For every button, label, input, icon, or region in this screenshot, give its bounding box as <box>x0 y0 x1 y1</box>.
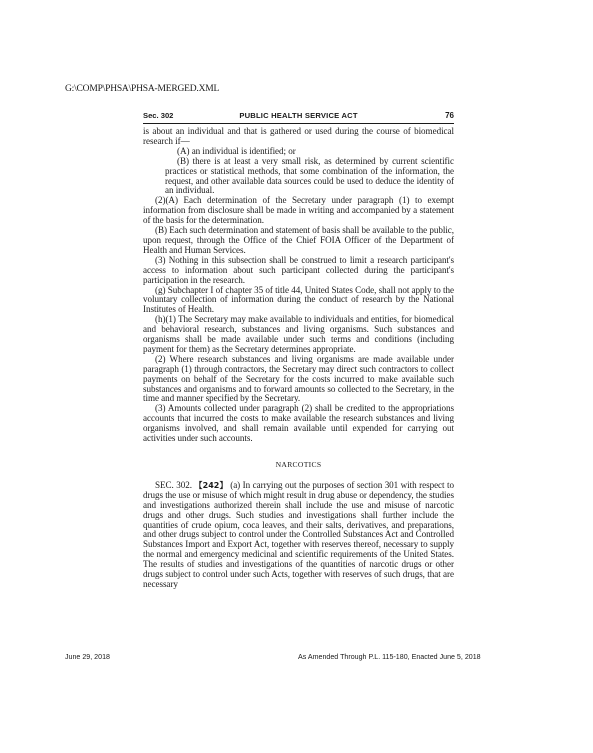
paragraph-continuation: is about an individual and that is gathered or used during the course of biomedical research if— <box>143 126 454 146</box>
footer-date: June 29, 2018 <box>65 653 110 661</box>
document-body <box>143 127 454 590</box>
header-rule <box>143 123 454 124</box>
paragraph-1b: (B) there is at least a very small risk, as determined by current scientific practices or statistical methods, that some combination of the information, the request, and other available data sources could be used to deduce the identity of an individual. <box>165 155 454 196</box>
file-path: G:\COMP\PHSA\PHSA-MERGED.XML <box>65 84 220 94</box>
section-302-paragraph <box>143 481 454 590</box>
section-302-text: (a) In carrying out the purposes of section 301 with respect to drugs the use or misuse of which might result in drug abuse or dependency, the studies and investigations authorized therein shall include the use and misuse of narcotic drugs and other drugs. Such studies and investigations shall further include the quantities of crude opium, coca leaves, and their salts, derivatives, and preparations, and other drugs subject to control under the Controlled Substances Act and Controlled Substances Import and Export Act, together with reserves thereof, necessary to supply the normal and emergency medicinal and scientific requirements of the United States. The results of studies and investigations of the quantities of narcotic drugs or other drugs subject to control under such Acts, together with reserves of such drugs, that are necessary <box>143 479 454 589</box>
section-heading: NARCOTICS <box>275 460 322 469</box>
header-title: PUBLIC HEALTH SERVICE ACT <box>239 111 358 120</box>
paragraph-h1: (h)(1) The Secretary may make available to individuals and entities, for biomedical and behavioral research, substances and living organisms. Such substances and organisms shall be made available under such terms and conditions (including payment for them) as the Secretary determines appropriate. <box>143 314 454 354</box>
paragraph-1a: (A) an individual is identified; or <box>177 145 296 156</box>
paragraph-h2: (2) Where research substances and living organisms are made available under paragraph (1) through contractors, the Secretary may direct such contractors to collect payments on behalf of the Secretary for the costs incurred to make available such substances and organisms and to forward amounts so collected to the Secretary, in the time and manner specified by the Secretary. <box>143 353 454 404</box>
paragraph-2b: (B) Each such determination and statement of basis shall be available to the public, upon request, through the Office of the Chief FOIA Officer of the Department of Health and Human Services. <box>143 225 454 255</box>
paragraph-2a: (2)(A) Each determination of the Secretary under paragraph (1) to exempt information from disclosure shall be made in writing and accompanied by a statement of the basis for the determination. <box>143 195 454 226</box>
paragraph-h3: (3) Amounts collected under paragraph (2) shall be credited to the appropriations accounts that incurred the costs to make available the research substances and living organisms involved, and shall remain available until expended for carrying out activities under such accounts. <box>143 403 454 444</box>
paragraph-3: (3) Nothing in this subsection shall be construed to limit a research participant's access to information about such participant collected during the participant's participation in the research. <box>143 254 454 285</box>
section-302-lead: SEC. 302. <box>155 479 192 490</box>
footer-amended: As Amended Through P.L. 115-180, Enacted June 5, 2018 <box>298 653 481 661</box>
header-section-number: Sec. 302 <box>143 111 174 120</box>
paragraph-g: (g) Subchapter I of chapter 35 of title 44, United States Code, shall not apply to the voluntary collection of information during the conduct of research by the National Institutes of Health. <box>143 284 454 315</box>
header-page-number: 76 <box>445 111 454 120</box>
bracket-reference: 【242】 <box>194 480 228 490</box>
